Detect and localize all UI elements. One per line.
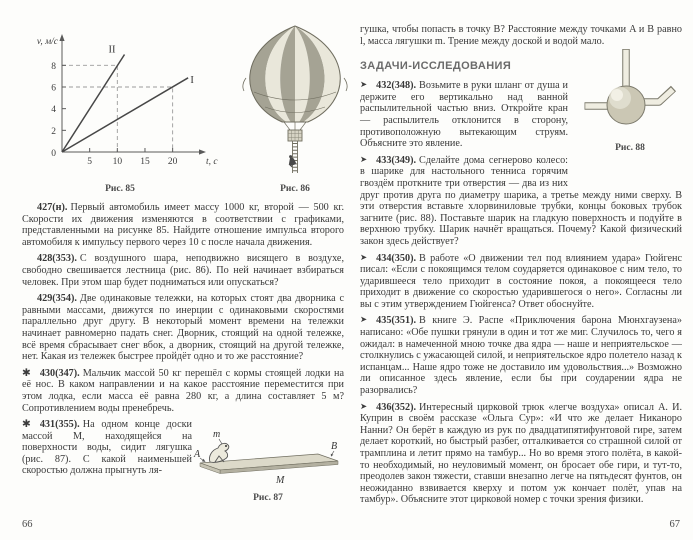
svg-text:8: 8 (51, 61, 56, 72)
problem-428-text: С воздушного шара, неподвижно висящего в воздухе, свободно свешивается лестница (рис. 86). По ней начинает взбираться человек. При этом шар будет подниматься или опускаться? (22, 253, 344, 288)
page-number-67: 67 (669, 519, 680, 530)
problem-431-text: На одном конце доски массой M, находящейся на поверхности воды, сидит лягушка (рис. 87). С какой наименьшей скоростью должна прыгнуть ля- (22, 419, 192, 477)
problem-431-number: 431(355). (39, 419, 80, 431)
problem-429-number: 429(354). (37, 293, 77, 305)
frog-on-board-illustration (192, 427, 344, 485)
problem-435-text: В книге Э. Распе «Приключения барона Мюнхгаузена» написано: «Обе пушки грянули в один и тот же миг. Случилось то, чего я ожидал: в намеченной мною точке два ядра — наше и неприятельское — столкнулись с ужасающей силой, и неприятельское ядро полетело назад к испанцам... Наше ядро тоже не доставило им удовольствия...» Возможно ли описанное здесь явление, если бы при соударении ядра не разорвались? (360, 315, 682, 397)
page-67 (360, 0, 682, 540)
problem-428-number: 428(353). (37, 253, 77, 265)
label-board-mass: M (276, 475, 285, 486)
problem-434-text: В работе «О движении тел под влиянием удара» Гюйгенс писал: «Если с покоящимся телом соударяется одинаковое с ним тело, то ударившееся тело приходит в состояние покоя, а покоящееся тело приходит в движение со скоростью ударившегося о него». Согласны ли вы с этим утверждением Гюйгенса? Ответ обоснуйте. (360, 252, 682, 310)
problem-435 (360, 315, 682, 396)
problem-430-text: Мальчик массой 50 кг перешёл с кормы стоящей лодки на её нос. В каком направлении и на какое расстояние переместится при этом лодка, если масса её равна 280 кг, а длина составляет 5 м? Сопротивлением воды пренебречь. (22, 367, 344, 414)
svg-text:5: 5 (87, 157, 93, 167)
problem-433-number: 433(349). (376, 154, 417, 166)
problem-436-number: 436(352). (376, 401, 417, 413)
problem-430-number: 430(347). (39, 367, 80, 379)
problem-436-text: Интересный цирковой трюк «легче воздуха» описал А. И. Куприн в своём рассказе «Ольга Сур»: «И что же делает Никаноро Нанни? Он берёт в каждую из рук по двадцатипятифунтовой гире, затем делает короткий, но быстрый разбег, отталкивается со страшной силой от трамплина и летит прямо на тамбур... Но во время этого полёта, в какой-то необходимый, но неуловимый момент, он бросает обе гири, и тут-то, преодолев закон тяжести, ставши внезапно легче на пятьдесят фунтов, он неожиданно взвивается кверху и потом уж кончает полёт, упав на тамбур». Объясните этот цирковой номер с точки зрения физики. (360, 401, 682, 506)
svg-text:20: 20 (167, 157, 178, 167)
arrowhead-marker-icon: ➤ (360, 315, 368, 326)
svg-text:15: 15 (140, 157, 150, 167)
svg-text:10: 10 (112, 157, 123, 167)
figure-87-caption: Рис. 87 (253, 493, 283, 504)
page-number-66: 66 (22, 519, 33, 530)
problem-429-text: Две одинаковые тележки, на которых стоят два дворника с равными массами, движутся по инерции с одинаковыми скоростями параллельно друг другу. В некоторый момент времени на тележки начинает равномерно падать снег. Дворник, стоящий на одной тележке, всё время сбрасывает снег вбок, а дворник, стоящий на другой тележке, нет. Какая из тележек быстрее пройдёт одно и то же расстояние? (22, 293, 344, 363)
label-point-a: A (194, 449, 201, 461)
problem-430 (22, 368, 344, 414)
svg-text:6: 6 (51, 83, 56, 94)
balloon-illustration (232, 24, 358, 176)
problem-427-number: 427(н). (37, 202, 68, 213)
arrowhead-marker-icon: ➤ (360, 80, 368, 91)
figure-88-caption: Рис. 88 (615, 142, 645, 153)
problem-436 (360, 402, 682, 506)
arrowhead-marker-icon: ➤ (360, 252, 368, 263)
svg-text:4: 4 (51, 105, 56, 116)
problem-432 (360, 80, 682, 153)
svg-text:t, с: t, с (206, 157, 218, 167)
arrowhead-marker-icon: ➤ (360, 154, 368, 165)
problem-433-text: Сделайте дома сегнерово колесо: в шарике для настольного тенниса горячим гвоздём проткните три отверстия — два из них друг против друга по диаметру шарика, а третье между ними сверху. В эти отверстия вставьте хлорвиниловые трубки, концы боковых трубок загните (рис. 88). Поставьте шарик на гладкую поверхность и подуйте в верхнюю трубку. Шарик начнёт вращаться. Почему? Какой физический закон здесь действует? (360, 154, 682, 247)
svg-text:II: II (108, 44, 116, 56)
star-marker-icon: ✱ (22, 418, 31, 431)
problem-432-text: Возьмите в руки шланг от душа и держите его вертикально над ванной распылительной частью вниз. Откройте кран — распылитель отклонится в сторону, противоположную вытекающим струям. Объясните это явление. (360, 80, 568, 150)
svg-text:2: 2 (51, 126, 56, 137)
problem-433 (360, 155, 682, 248)
figure-87 (192, 419, 344, 503)
problem-435-number: 435(351). (376, 315, 417, 327)
problem-427 (22, 202, 344, 248)
problem-431 (22, 419, 192, 498)
svg-text:v, м/с: v, м/с (36, 37, 58, 47)
figure-85 (22, 30, 218, 194)
svg-text:I: I (190, 75, 194, 87)
svg-text:0: 0 (51, 149, 56, 159)
segner-wheel-ball-illustration (580, 44, 680, 136)
figure-86 (232, 24, 358, 194)
velocity-time-chart (22, 30, 218, 176)
problem-432-number: 432(348). (376, 80, 417, 92)
arrowhead-marker-icon: ➤ (360, 401, 368, 412)
section-heading-research-tasks: ЗАДАЧИ-ИССЛЕДОВАНИЯ (360, 60, 512, 73)
figure-85-caption: Рис. 85 (105, 184, 135, 194)
figure-88 (578, 44, 682, 154)
rope-ladder (293, 141, 298, 173)
label-point-b: B (331, 441, 338, 453)
page-66 (22, 0, 344, 540)
figure-86-caption: Рис. 86 (280, 184, 310, 194)
problem-431-row (22, 419, 344, 503)
frog (209, 443, 228, 462)
problem-431-continuation: гушка, чтобы попасть в точку B? Расстояние между точками A и B равно l, масса лягушки m. Трение между доской и водой мало. (360, 24, 682, 47)
problem-427-text: Первый автомобиль имеет массу 1000 кг, второй — 500 кг. Скорости их движения изменяются в соответствии с графиками, представленными на рисунке 85. Найдите отношение импульса второго автомобиля к импульсу первого через 10 с после начала движения. (22, 202, 344, 248)
top-figures-row (22, 24, 344, 194)
star-marker-icon: ✱ (22, 366, 31, 379)
problem-429 (22, 293, 344, 363)
problem-428 (22, 253, 344, 288)
problem-434-number: 434(350). (376, 252, 417, 264)
problem-434 (360, 253, 682, 311)
label-frog-mass: m (213, 429, 221, 441)
